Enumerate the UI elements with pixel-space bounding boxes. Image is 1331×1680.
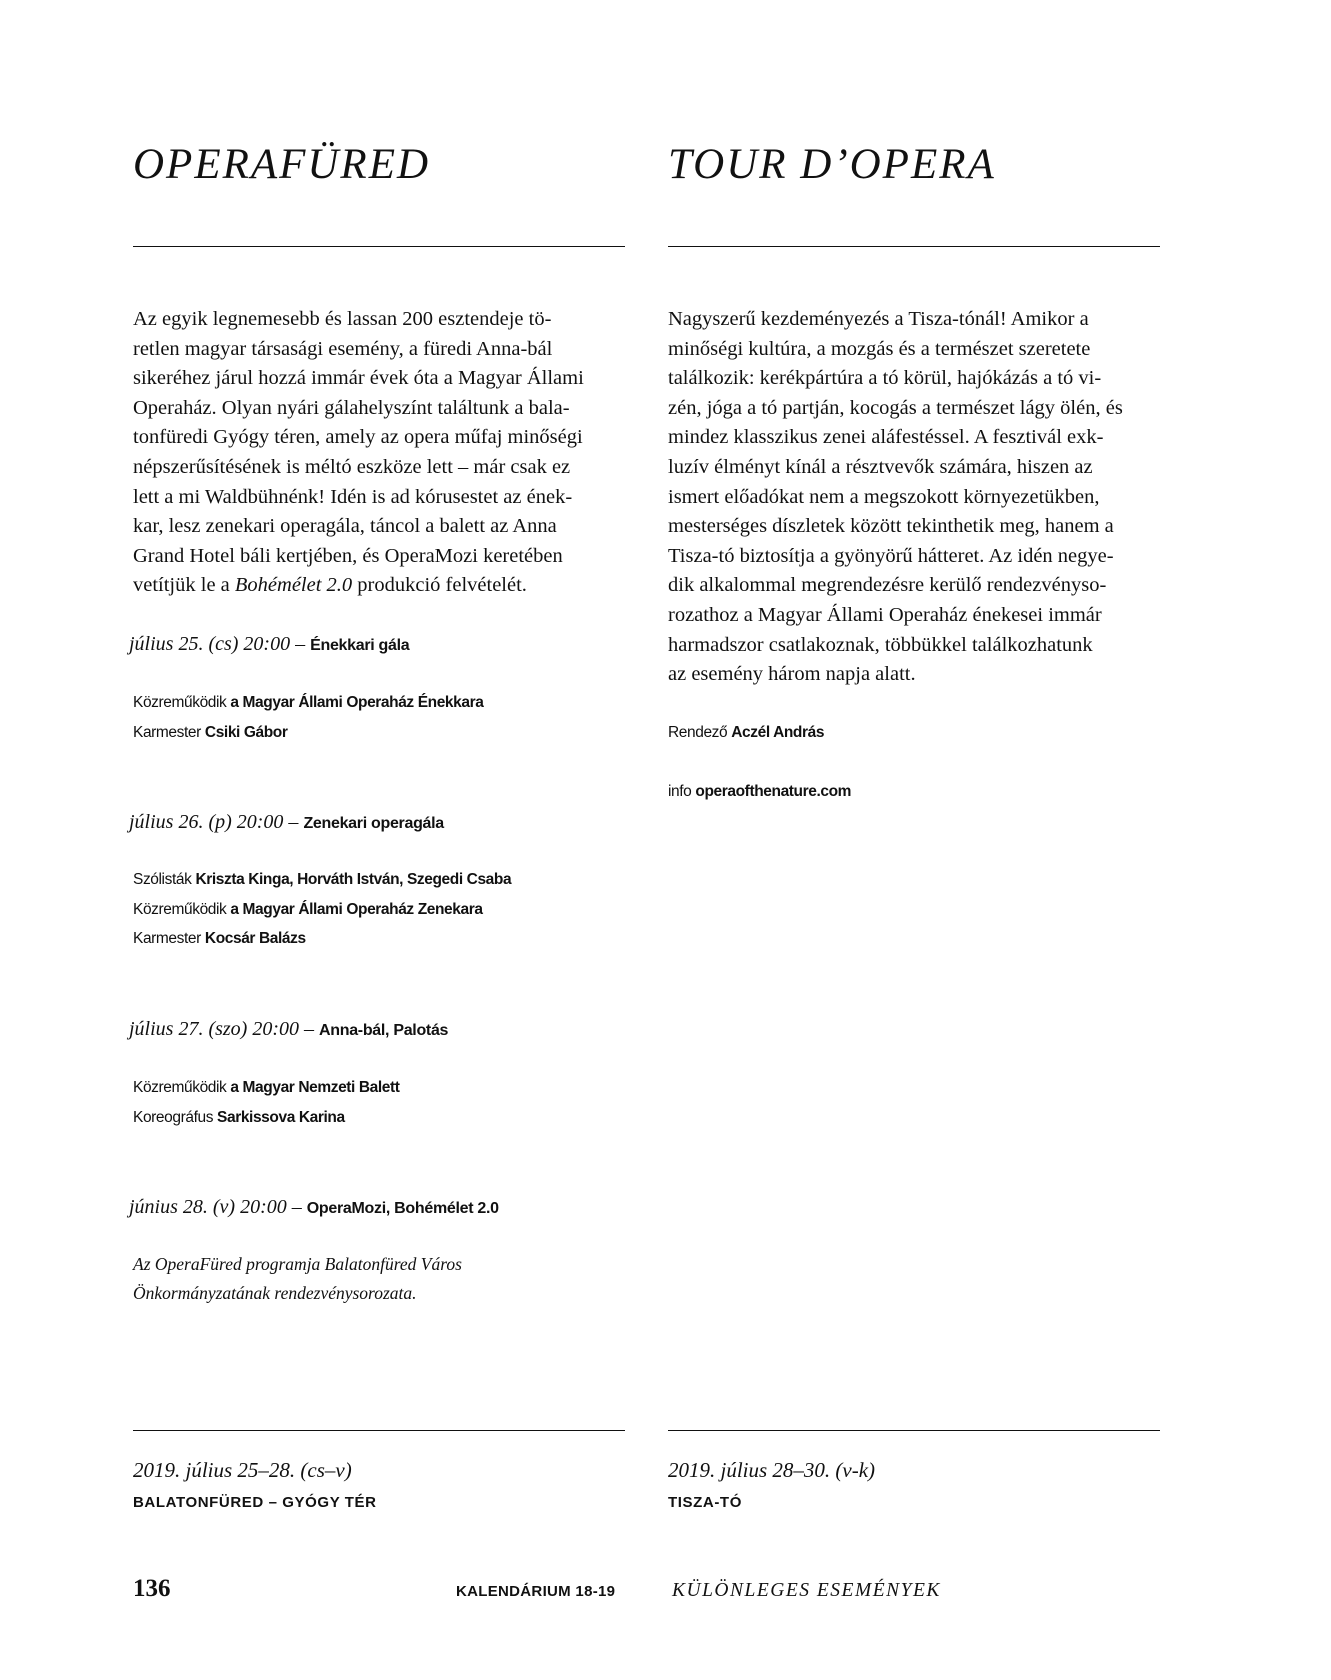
event-heading <box>129 633 409 656</box>
body-line: Tisza-tó biztosítja a gyönyörű hátteret. Az idén negye- <box>668 544 1114 567</box>
event-date: július 25. (cs) 20:00 – <box>129 633 311 655</box>
event-credits <box>133 865 511 954</box>
footer-divider-right <box>668 1430 1160 1431</box>
event-credits <box>133 688 483 747</box>
body-line: Operaház. Olyan nyári gálahelyszínt találtunk a bala- <box>133 396 570 419</box>
credit-row <box>133 688 483 718</box>
event-date: július 27. (szo) 20:00 – <box>129 1018 319 1040</box>
credit-role: Közreműködik <box>133 900 227 918</box>
credit-role: info <box>668 783 692 800</box>
credit-name: Csiki Gábor <box>204 723 288 741</box>
credit-name: a Magyar Nemzeti Balett <box>230 1079 400 1096</box>
credit-name: Aczél András <box>731 724 825 741</box>
operafured-title: OPERAFÜRED <box>133 141 431 188</box>
body-line: ismert előadókat nem a megszokott környezetükben, <box>668 485 1100 508</box>
event-date-range: 2019. július 28–30. (v-k) <box>668 1458 876 1482</box>
note-line: Az OperaFüred programja Balatonfüred Város <box>133 1254 462 1274</box>
event-name: Anna-bál, Palotás <box>319 1022 449 1039</box>
credit-row <box>133 895 511 925</box>
director-credit <box>668 718 824 748</box>
event-location: BALATONFÜRED – GYÓGY TÉR <box>133 1494 377 1511</box>
body-line: luzív élményt kínál a résztvevők számára, hiszen az <box>668 455 1093 478</box>
info-credit <box>668 777 851 807</box>
credit-role: Szólisták <box>133 871 192 888</box>
credit-name: Kocsár Balázs <box>204 930 306 947</box>
body-line: zén, jóga a tó partján, kocogás a természet lágy ölén, és <box>668 396 1123 419</box>
body-line: retlen magyar társasági esemény, a füredi Anna-bál <box>133 337 553 360</box>
body-line: rozathoz a Magyar Állami Operaház énekesei immár <box>668 603 1102 626</box>
body-line: az esemény három napja alatt. <box>668 663 916 686</box>
credit-role: Rendező <box>668 724 728 741</box>
body-line-last <box>133 571 584 601</box>
credit-role: Közreműködik <box>133 694 227 711</box>
tour-dopera-description <box>668 305 1123 690</box>
credit-name: Sarkissova Karina <box>217 1108 345 1126</box>
credit-name: Kriszta Kinga, Horváth István, Szegedi Csaba <box>195 871 512 888</box>
footer-divider-left <box>133 1430 625 1431</box>
event-name: Énekkari gála <box>310 637 410 654</box>
organizer-note <box>133 1250 462 1308</box>
title-divider-left <box>133 246 625 247</box>
credit-row <box>133 718 483 748</box>
credit-row <box>133 1073 400 1103</box>
body-text-fragment: produkció felvételét. <box>352 574 527 597</box>
credit-row <box>133 1103 400 1133</box>
body-line: Az egyik legnemesebb és lassan 200 esztendeje tö- <box>133 308 552 330</box>
body-line: népszerűsítésének is méltó eszköze lett – már csak ez <box>133 455 571 478</box>
event-location: TISZA-TÓ <box>668 1494 742 1511</box>
body-line: tonfüredi Gyógy téren, amely az opera műfaj minőségi <box>133 426 583 449</box>
event-credits <box>133 1073 400 1132</box>
body-line: lett a mi Waldbühnénk! Idén is ad kórusestet az ének- <box>133 485 573 508</box>
credit-row <box>133 865 511 895</box>
credit-name: a Magyar Állami Operaház Zenekara <box>230 900 483 918</box>
body-line: találkozik: kerékpártúra a tó körül, hajókázás a tó vi- <box>668 367 1102 390</box>
event-name: OperaMozi, Bohémélet 2.0 <box>306 1200 499 1217</box>
event-heading <box>129 1196 499 1219</box>
body-text-fragment: vetítjük le a <box>133 574 235 597</box>
credit-role: Karmester <box>133 930 201 947</box>
body-line: harmadszor csatlakoznak, többükkel találkozhatunk <box>668 633 1093 656</box>
event-name: Zenekari operagála <box>303 815 444 832</box>
event-date-range: 2019. július 25–28. (cs–v) <box>133 1458 352 1482</box>
credit-name: a Magyar Állami Operaház Énekkara <box>230 694 484 711</box>
production-title: Bohémélet 2.0 <box>234 574 353 597</box>
credit-role: Karmester <box>133 723 201 741</box>
credit-role: Közreműködik <box>133 1079 227 1096</box>
publication-title: KALENDÁRIUM 18-19 <box>456 1583 616 1600</box>
website-link[interactable]: operaofthenature.com <box>695 783 852 800</box>
tour-dopera-title: TOUR D’OPERA <box>668 141 996 188</box>
operafured-description <box>133 305 584 601</box>
body-line: minőségi kultúra, a mozgás és a természet szeretete <box>668 337 1091 360</box>
note-line: Önkormányzatának rendezvénysorozata. <box>133 1283 417 1303</box>
credit-row <box>133 924 511 954</box>
body-line: dik alkalommal megrendezésre kerülő rendezvényso- <box>668 574 1107 597</box>
page-number: 136 <box>133 1575 171 1602</box>
event-heading <box>129 811 444 834</box>
body-line: mindez klasszikus zenei aláfestéssel. A fesztivál exk- <box>668 426 1104 449</box>
body-line: Nagyszerű kezdeményezés a Tisza-tónál! Amikor a <box>668 308 1089 330</box>
body-line: kar, lesz zenekari operagála, táncol a balett az Anna <box>133 515 557 538</box>
event-date: július 26. (p) 20:00 – <box>129 811 304 833</box>
event-date: június 28. (v) 20:00 – <box>129 1196 307 1218</box>
section-title: KÜLÖNLEGES ESEMÉNYEK <box>672 1580 941 1601</box>
body-line: sikeréhez járul hozzá immár évek óta a Magyar Állami <box>133 367 584 390</box>
event-heading <box>129 1018 448 1041</box>
body-line: mesterséges díszletek között tekinthetik meg, hanem a <box>668 515 1114 538</box>
credit-role: Koreográfus <box>133 1108 214 1126</box>
body-line: Grand Hotel báli kertjében, és OperaMozi keretében <box>133 544 563 567</box>
title-divider-right <box>668 246 1160 247</box>
